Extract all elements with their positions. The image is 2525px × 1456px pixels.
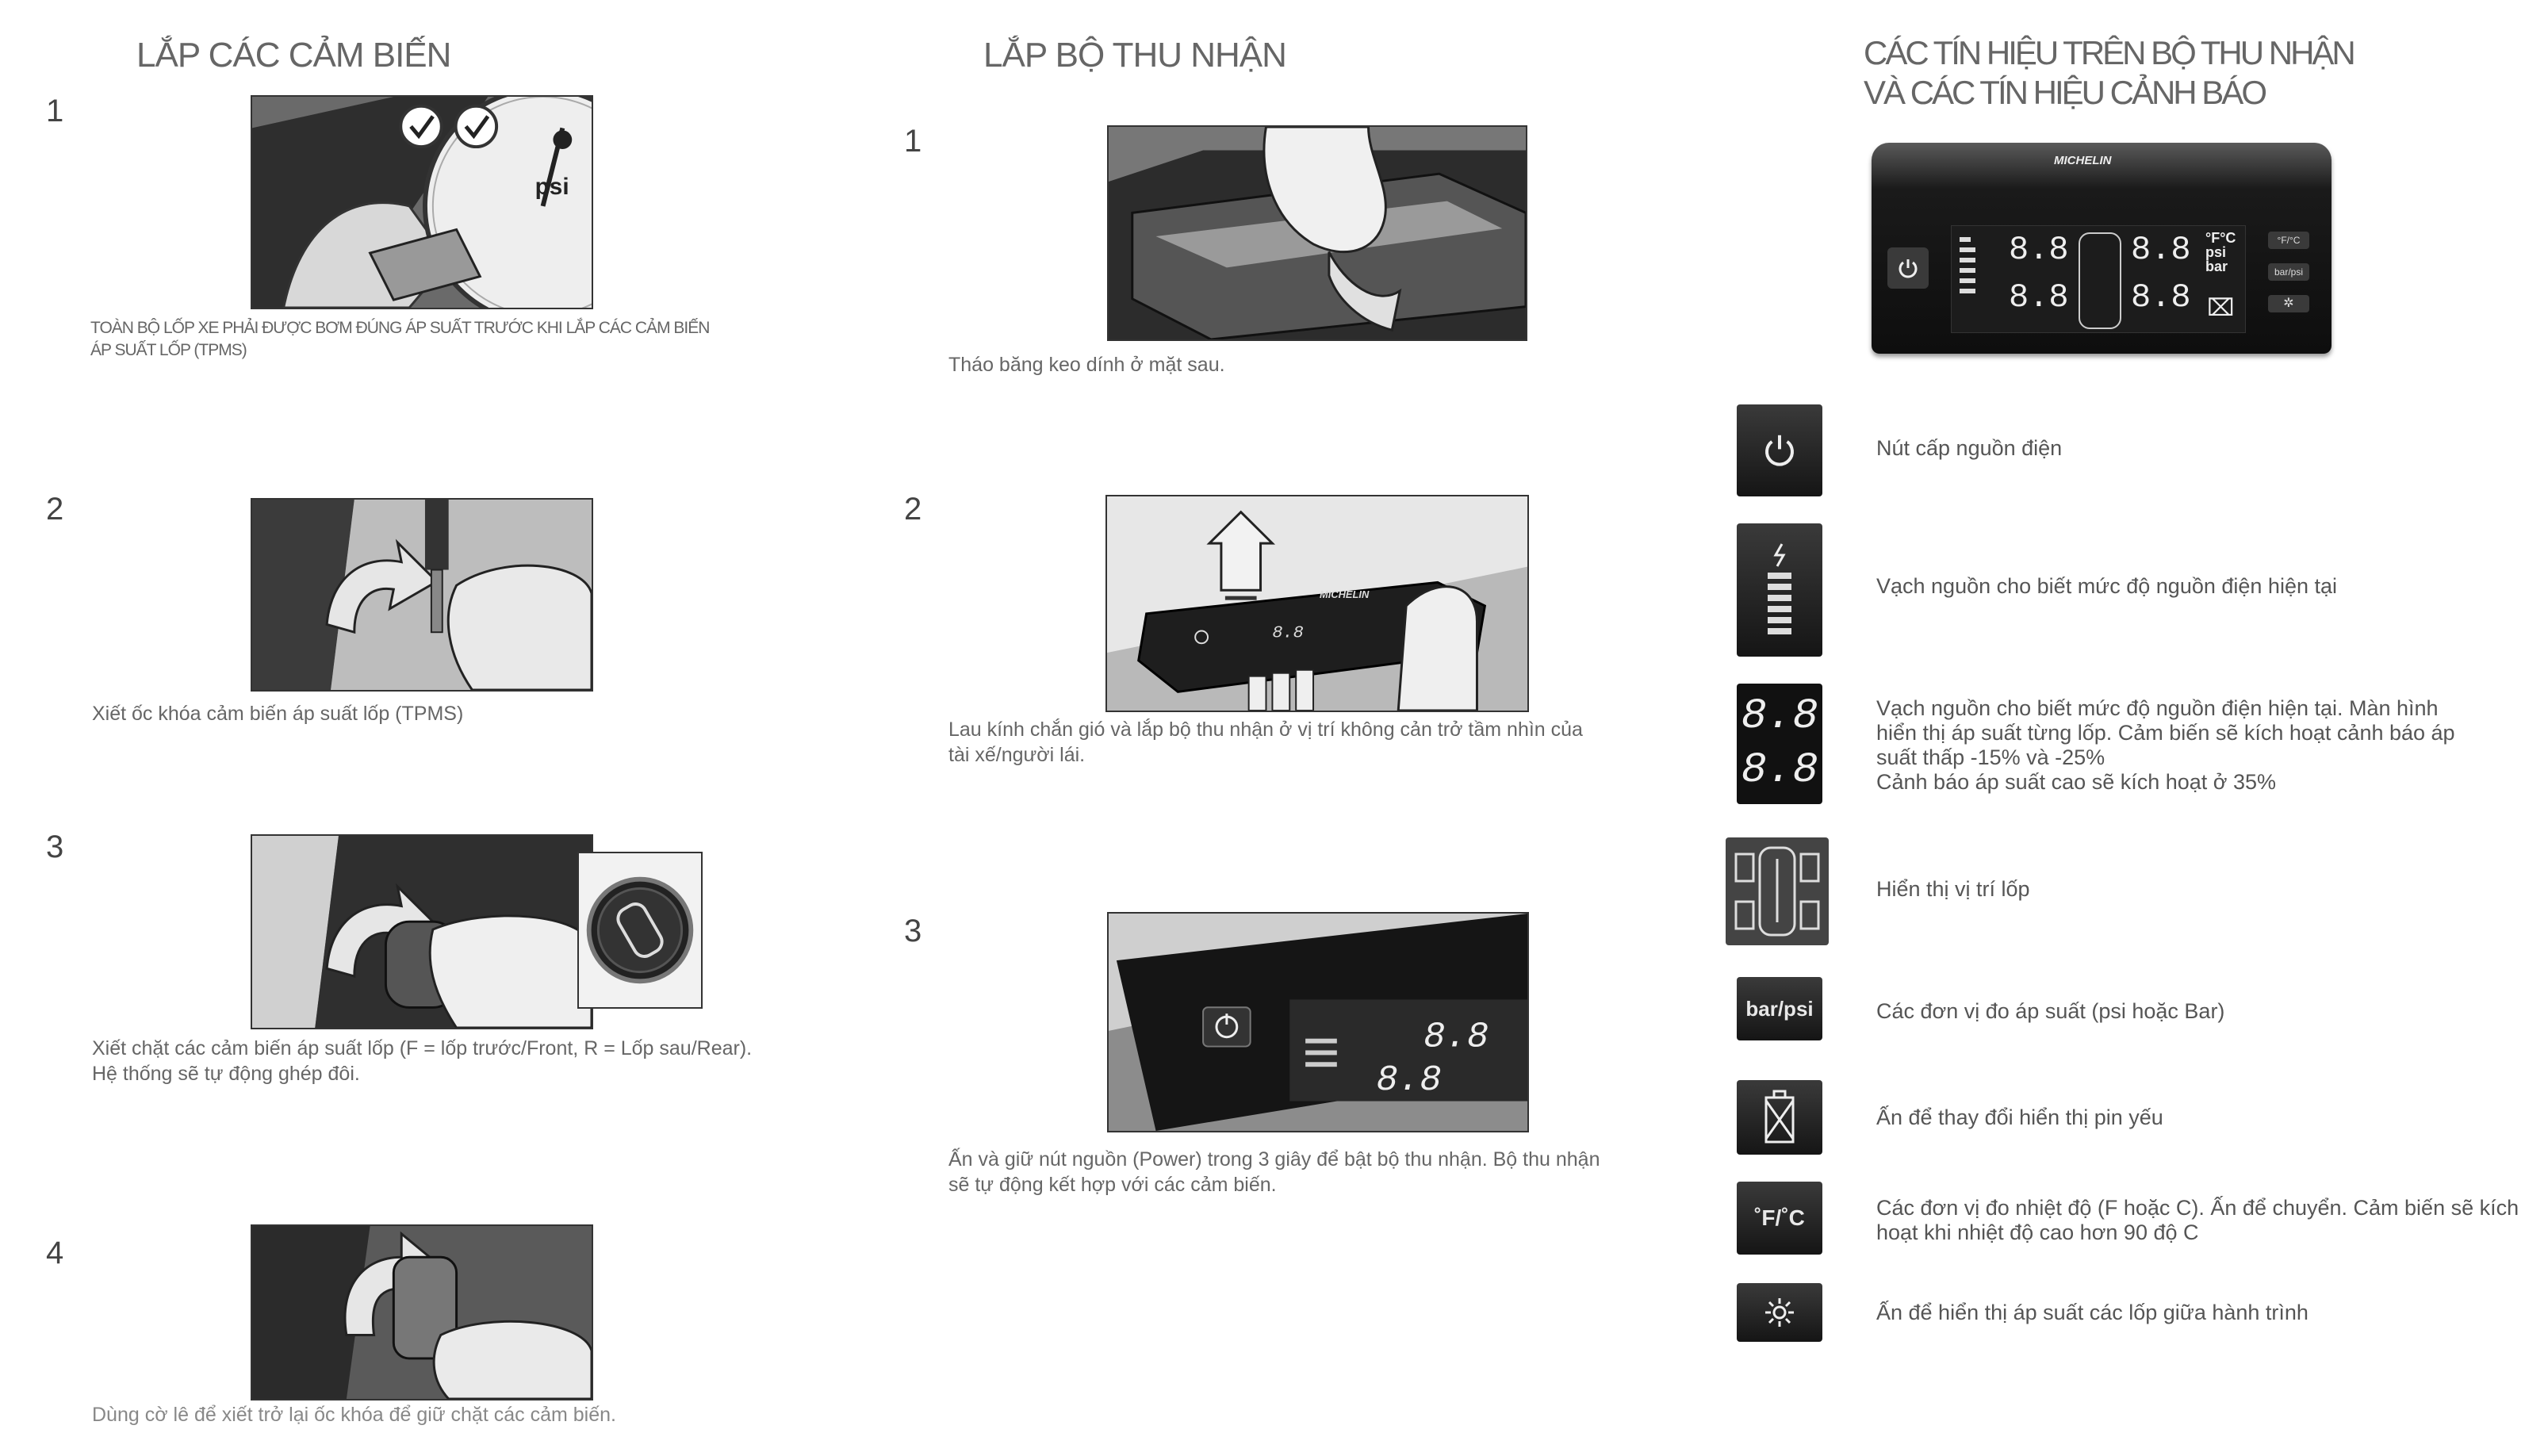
- legend-power-text: Nút cấp nguồn điện: [1876, 436, 2063, 460]
- sensor-step-number-4: 4: [46, 1236, 64, 1270]
- receiver-step-3-digits-bottom: 8.8: [1376, 1059, 1442, 1101]
- legend-digits-top: 8.8: [1741, 692, 1818, 741]
- device-temp-unit-button[interactable]: °F/°C: [2268, 232, 2309, 249]
- heading-signals: CÁC TÍN HIỆU TRÊN BỘ THU NHẬN VÀ CÁC TÍN HIỆU CẢNH BÁO: [1864, 34, 2354, 111]
- sensor-step-1-illustration: [251, 95, 593, 309]
- battery-level-icon: [1760, 542, 1799, 638]
- display-front-right-pressure: 8.8: [2131, 231, 2191, 269]
- legend-tire-position-text: Hiển thị vị trí lốp: [1876, 877, 2030, 901]
- receiver-step-2-digits: 8.8: [1272, 623, 1304, 643]
- legend-battery-text: Vạch nguồn cho biết mức độ nguồn điện hiện tại: [1876, 574, 2337, 598]
- legend-digits-bottom: 8.8: [1741, 746, 1818, 795]
- sensor-step-3-illustration: [251, 834, 593, 1029]
- device-pressure-unit-button[interactable]: bar/psi: [2268, 263, 2309, 281]
- receiver-step-2-illustration: [1105, 495, 1529, 712]
- heading-install-sensors: LẮP CÁC CẢM BIẾN: [136, 36, 451, 75]
- legend-temperature-unit-icon: ˚F/˚C: [1737, 1182, 1822, 1255]
- heading-install-receiver: LẮP BỘ THU NHẬN: [983, 36, 1286, 75]
- legend-temperature-unit-text: Các đơn vị đo nhiệt độ (F hoặc C). Ấn để chuyển. Cảm biến sẽ kích hoạt khi nhiệt độ cao hơn 90 độ C: [1876, 1196, 2519, 1244]
- receiver-step-2-brand: MICHELIN: [1319, 588, 1370, 601]
- sensor-step-4-illustration: [251, 1224, 593, 1400]
- legend-tire-position-icon: [1726, 837, 1829, 945]
- device-power-button[interactable]: [1887, 247, 1929, 289]
- battery-level-icon: [1960, 237, 1975, 293]
- sensor-step-number-1: 1: [46, 94, 64, 128]
- sensor-step-2-caption: Xiết ốc khóa cảm biến áp suất lốp (TPMS): [92, 703, 464, 725]
- receiver-step-1-illustration: [1107, 125, 1527, 341]
- legend-brightness-text: Ấn để hiển thị áp suất các lốp giữa hành trình: [1876, 1301, 2309, 1324]
- legend-battery-level-icon: [1737, 523, 1822, 657]
- receiver-step-3-caption: Ấn và giữ nút nguồn (Power) trong 3 giây để bật bộ thu nhận. Bộ thu nhận sẽ tự động kết hợp với các cảm biến.: [948, 1148, 1600, 1196]
- power-icon: [1761, 431, 1799, 469]
- tire-position-icon: [1731, 843, 1823, 940]
- sensor-step-3-caption: Xiết chặt các cảm biến áp suất lốp (F = lốp trước/Front, R = Lốp sau/Rear). Hệ thống sẽ tự động ghép đôi.: [92, 1037, 753, 1085]
- receiver-step-2-caption: Lau kính chắn gió và lắp bộ thu nhận ở vị trí không cản trở tầm nhìn của tài xế/người lái.: [948, 718, 1583, 766]
- brightness-icon: [1764, 1297, 1795, 1328]
- sensor-cap-detail-illustration: [577, 852, 703, 1009]
- device-display: [1951, 225, 2246, 333]
- sensor-step-2-illustration: [251, 498, 593, 692]
- legend-low-battery-text: Ấn để thay đổi hiển thị pin yếu: [1876, 1105, 2163, 1129]
- receiver-device: [1872, 143, 2332, 354]
- legend-low-battery-icon: [1737, 1080, 1822, 1155]
- display-front-left-pressure: 8.8: [2009, 231, 2069, 269]
- gauge-unit-label: psi: [535, 174, 569, 201]
- receiver-step-3-illustration: [1107, 912, 1529, 1132]
- display-car-icon: [2079, 232, 2121, 329]
- receiver-step-number-2: 2: [904, 492, 922, 527]
- display-low-battery-icon: ⌧: [2207, 295, 2235, 321]
- receiver-step-3-digits-top: 8.8: [1423, 1016, 1489, 1058]
- legend-bar-psi-icon: bar/psi: [1737, 977, 1822, 1040]
- display-rear-right-pressure: 8.8: [2131, 278, 2191, 316]
- sensor-step-number-3: 3: [46, 830, 64, 864]
- sensor-step-number-2: 2: [46, 492, 64, 527]
- device-brightness-button[interactable]: ✲: [2268, 295, 2309, 312]
- sensor-step-1-caption: TOÀN BỘ LỐP XE PHẢI ĐƯỢC BƠM ĐÚNG ÁP SUẤT TRƯỚC KHI LẮP CÁC CẢM BIẾN ÁP SUẤT LỐP (TPMS): [90, 319, 710, 359]
- low-battery-icon: [1761, 1090, 1798, 1145]
- receiver-step-1-caption: Tháo băng keo dính ở mặt sau.: [948, 354, 1225, 376]
- display-rear-left-pressure: 8.8: [2009, 278, 2069, 316]
- device-brand-logo: MICHELIN: [2054, 154, 2112, 167]
- legend-power-icon: [1737, 404, 1822, 496]
- sensor-step-4-caption: Dùng cờ lê để xiết trở lại ốc khóa để giữ chặt các cảm biến.: [92, 1404, 616, 1426]
- power-icon: [1896, 256, 1920, 280]
- legend-bar-psi-text: Các đơn vị đo áp suất (psi hoặc Bar): [1876, 999, 2225, 1023]
- legend-brightness-icon: [1737, 1283, 1822, 1342]
- receiver-step-number-1: 1: [904, 124, 922, 159]
- legend-digits-text: Vạch nguồn cho biết mức độ nguồn điện hiện tại. Màn hình hiển thị áp suất từng lốp. Cảm biến sẽ kích hoạt cảnh báo áp suất thấp -15% và -25% Cảnh báo áp suất cao sẽ kích hoạt ở 35%: [1876, 696, 2455, 794]
- receiver-step-number-3: 3: [904, 914, 922, 948]
- legend-digit-display-icon: [1737, 684, 1822, 804]
- display-units: °F°C psi bar: [2205, 230, 2236, 274]
